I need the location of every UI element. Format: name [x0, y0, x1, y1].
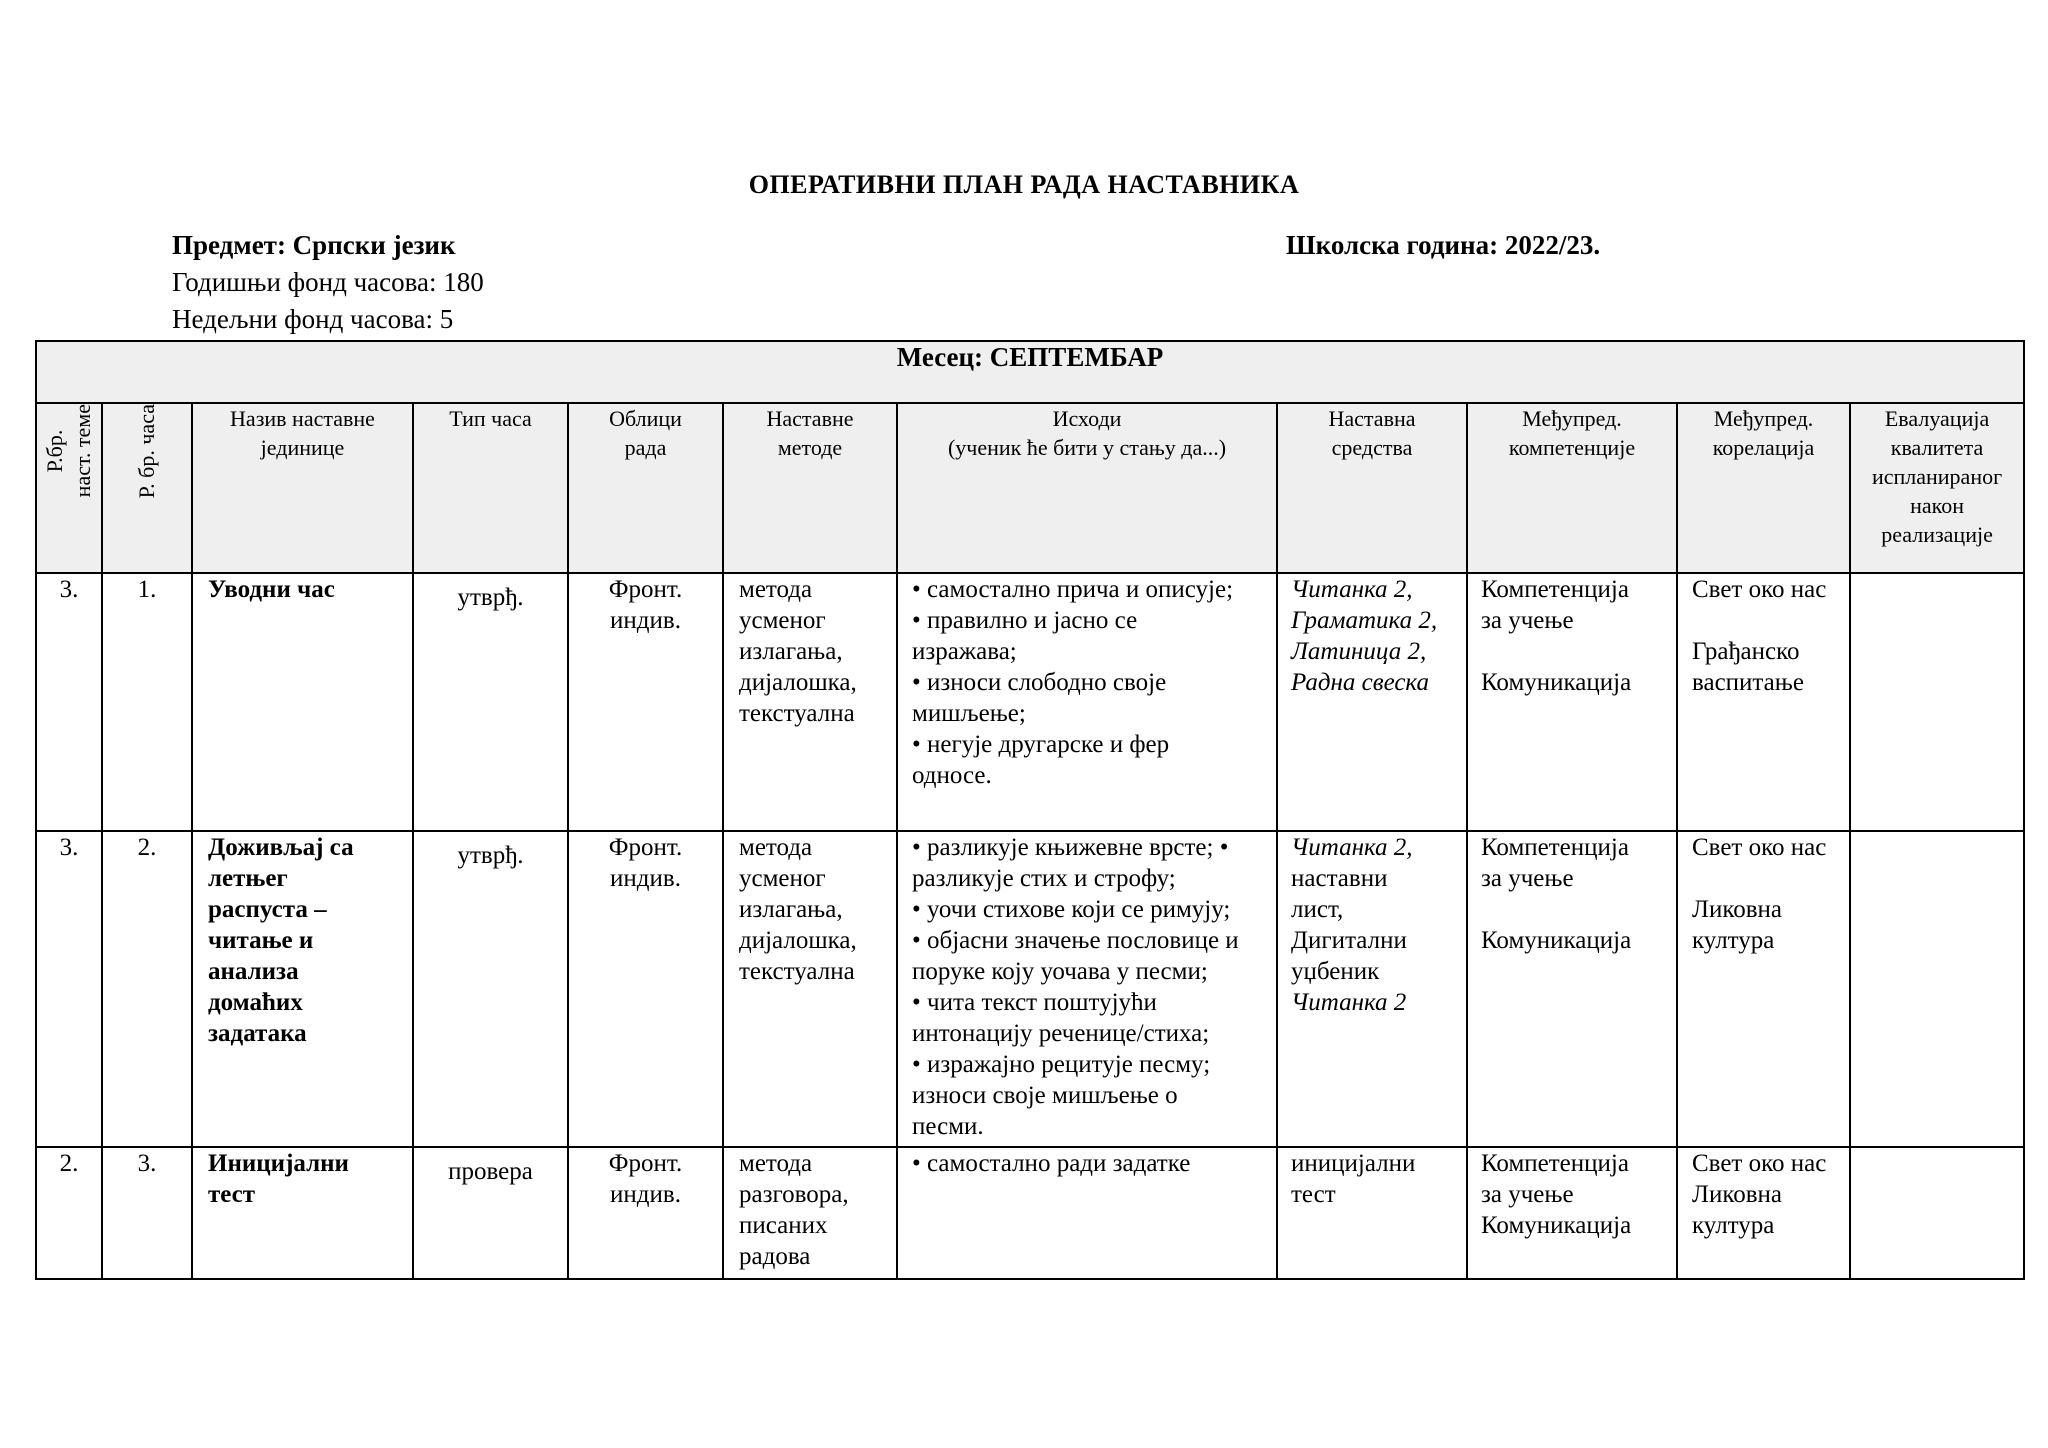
header-lesson-no: Р. бр. часа [102, 403, 192, 573]
lesson-number: 3. [102, 1147, 192, 1279]
header-teaching-means: Наставна средства [1277, 403, 1467, 573]
unit-name: Уводни час [192, 573, 413, 831]
topic-number: 3. [36, 831, 102, 1147]
teaching-methods: метода усменог излагања, дијалошка, текстуална [723, 573, 897, 831]
learning-outcomes: • самостално прича и описује; • правилно и јасно се изражава; • износи слободно своје мишљење; • негује другарске и фер односе. [897, 573, 1277, 831]
header-unit-name: Назив наставне јединице [192, 403, 413, 573]
topic-number: 3. [36, 573, 102, 831]
header-lesson-type: Тип часа [413, 403, 568, 573]
correlation: Свет око нас Ликовна култура [1677, 1147, 1850, 1279]
header-outcomes: Исходи (ученик ће бити у стању да...) [897, 403, 1277, 573]
header-methods: Наставне методе [723, 403, 897, 573]
teaching-means: Читанка 2, Граматика 2, Латиница 2, Радна свеска [1277, 573, 1467, 831]
subject-label: Предмет: Српски језик [172, 230, 456, 260]
evaluation-cell [1850, 1147, 2024, 1279]
competences: Компетенција за учење Комуникација [1467, 831, 1677, 1147]
lesson-type: провера [413, 1147, 568, 1279]
table-row [36, 573, 2024, 831]
header-evaluation: Евалуација квалитета испланираног након реализације [1850, 403, 2024, 573]
work-forms: Фронт. индив. [568, 573, 723, 831]
lesson-type: утврђ. [413, 831, 568, 1147]
column-header-row [36, 403, 2024, 573]
month-header-row [36, 341, 2024, 403]
teaching-methods: метода усменог излагања, дијалошка, текстуална [723, 831, 897, 1147]
document-title: ОПЕРАТИВНИ ПЛАН РАДА НАСТАВНИКА [748, 170, 1300, 199]
teaching-means: Читанка 2, наставни лист, Дигитални уџбеник Читанка 2 [1277, 831, 1467, 1147]
lesson-number: 1. [102, 573, 192, 831]
learning-outcomes: • самостално ради задатке [897, 1147, 1277, 1279]
correlation: Свет око нас Грађанско васпитање [1677, 573, 1850, 831]
month-label: Месец: СЕПТЕМБАР [36, 341, 2024, 403]
table-row [36, 1147, 2024, 1279]
annual-hours-label: Годишњи фонд часова: 180 [172, 267, 484, 297]
header-competences: Међупред. компетенције [1467, 403, 1677, 573]
competences: Компетенција за учење Комуникација [1467, 1147, 1677, 1279]
lesson-type: утврђ. [413, 573, 568, 831]
header-correlation: Међупред. корелација [1677, 403, 1850, 573]
lesson-number: 2. [102, 831, 192, 1147]
teaching-methods: метода разговора, писаних радова [723, 1147, 897, 1279]
unit-name: Иницијални тест [192, 1147, 413, 1279]
evaluation-cell [1850, 831, 2024, 1147]
work-forms: Фронт. индив. [568, 1147, 723, 1279]
operational-plan-table [35, 340, 2025, 1280]
evaluation-cell [1850, 573, 2024, 831]
header-work-forms: Облици рада [568, 403, 723, 573]
header-topic-no: Р.бр. наст. теме [36, 403, 102, 573]
learning-outcomes: • разликује књижевне врсте; • разликује стих и строфу; • уочи стихове који се римују; • објасни значење пословице и поруке коју уочава у песми; • чита текст поштујући интонацију реченице/стиха; • изражајно рецитује песму; износи своје мишљење о песми. [897, 831, 1277, 1147]
correlation: Свет око нас Ликовна култура [1677, 831, 1850, 1147]
competences: Компетенција за учење Комуникација [1467, 573, 1677, 831]
teaching-means: иницијални тест [1277, 1147, 1467, 1279]
unit-name: Доживљај са летњег распуста – читање и анализа домаћих задатака [192, 831, 413, 1147]
topic-number: 2. [36, 1147, 102, 1279]
school-year-label: Школска година: 2022/23. [1286, 230, 1601, 260]
table-row [36, 831, 2024, 1147]
weekly-hours-label: Недељни фонд часова: 5 [172, 304, 454, 334]
work-forms: Фронт. индив. [568, 831, 723, 1147]
